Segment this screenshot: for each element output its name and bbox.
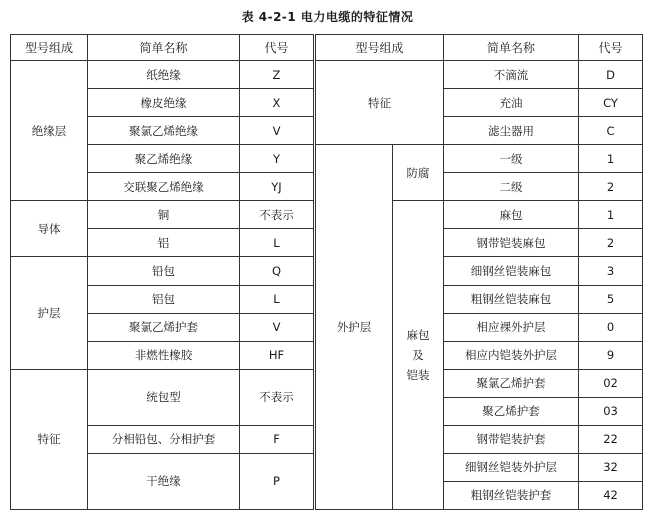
code-cell: 03 [579, 397, 643, 425]
header-cell: 型号组成 [315, 35, 444, 61]
name-cell: 粗钢丝铠装护套 [444, 481, 579, 509]
code-cell: CY [579, 89, 643, 117]
name-cell: 相应内铠装外护层 [444, 341, 579, 369]
code-cell: X [240, 89, 315, 117]
code-cell: V [240, 313, 315, 341]
table-caption: 表 4-2-1 电力电缆的特征情况 [241, 10, 414, 24]
header-cell: 简单名称 [88, 35, 240, 61]
cable-feature-table [10, 34, 643, 510]
code-cell: L [240, 285, 315, 313]
name-cell: 充油 [444, 89, 579, 117]
code-cell: 02 [579, 369, 643, 397]
code-cell: D [579, 61, 643, 89]
code-cell: V [240, 117, 315, 145]
code-cell: 3 [579, 257, 643, 285]
header-cell: 型号组成 [11, 35, 88, 61]
code-cell: 不表示 [240, 201, 315, 229]
name-cell: 细钢丝铠装麻包 [444, 257, 579, 285]
code-cell: L [240, 229, 315, 257]
subgroup-line: 铠装 [406, 368, 430, 383]
table-row [11, 61, 643, 89]
name-cell: 非燃性橡胶 [88, 341, 240, 369]
name-cell: 钢带铠装护套 [444, 425, 579, 453]
code-cell: YJ [240, 173, 315, 201]
name-cell: 干绝缘 [88, 453, 240, 509]
name-cell: 铝 [88, 229, 240, 257]
subgroup-cell: 防腐 [393, 145, 444, 201]
code-cell: HF [240, 341, 315, 369]
name-cell: 聚氯乙烯绝缘 [88, 117, 240, 145]
name-cell: 纸绝缘 [88, 61, 240, 89]
name-cell: 橡皮绝缘 [88, 89, 240, 117]
code-cell: P [240, 453, 315, 509]
name-cell: 聚氯乙烯护套 [88, 313, 240, 341]
name-cell: 麻包 [444, 201, 579, 229]
code-cell: 2 [579, 173, 643, 201]
code-cell: F [240, 425, 315, 453]
header-row [11, 35, 643, 61]
subgroup-line: 及 [412, 348, 424, 363]
name-cell: 铝包 [88, 285, 240, 313]
header-cell: 简单名称 [444, 35, 579, 61]
name-cell: 一级 [444, 145, 579, 173]
name-cell: 滤尘器用 [444, 117, 579, 145]
name-cell: 交联聚乙烯绝缘 [88, 173, 240, 201]
name-cell: 聚氯乙烯护套 [444, 369, 579, 397]
group-cell: 绝缘层 [11, 61, 88, 201]
subgroup-cell [393, 201, 444, 510]
name-cell: 细钢丝铠装外护层 [444, 453, 579, 481]
code-cell: 22 [579, 425, 643, 453]
group-cell: 特征 [11, 369, 88, 509]
code-cell: 42 [579, 481, 643, 509]
subgroup-line: 麻包 [406, 328, 430, 343]
code-cell: 不表示 [240, 369, 315, 425]
name-cell: 铜 [88, 201, 240, 229]
code-cell: C [579, 117, 643, 145]
code-cell: Q [240, 257, 315, 285]
code-cell: 32 [579, 453, 643, 481]
name-cell: 钢带铠装麻包 [444, 229, 579, 257]
code-cell: 1 [579, 145, 643, 173]
name-cell: 聚乙烯绝缘 [88, 145, 240, 173]
name-cell: 分相铅包、分相护套 [88, 425, 240, 453]
code-cell: 1 [579, 201, 643, 229]
name-cell: 二级 [444, 173, 579, 201]
name-cell: 统包型 [88, 369, 240, 425]
code-cell: 5 [579, 285, 643, 313]
header-cell: 代号 [579, 35, 643, 61]
name-cell: 铅包 [88, 257, 240, 285]
name-cell: 不滴流 [444, 61, 579, 89]
group-cell: 导体 [11, 201, 88, 257]
code-cell: 9 [579, 341, 643, 369]
code-cell: Y [240, 145, 315, 173]
code-cell: Z [240, 61, 315, 89]
header-cell: 代号 [240, 35, 315, 61]
cable-feature-table-container [10, 34, 642, 510]
name-cell: 粗钢丝铠装麻包 [444, 285, 579, 313]
code-cell: 0 [579, 313, 643, 341]
table-row [11, 145, 643, 173]
group-cell: 特征 [315, 61, 444, 145]
group-cell: 外护层 [315, 145, 393, 510]
code-cell: 2 [579, 229, 643, 257]
name-cell: 聚乙烯护套 [444, 397, 579, 425]
name-cell: 相应裸外护层 [444, 313, 579, 341]
group-cell: 护层 [11, 257, 88, 369]
